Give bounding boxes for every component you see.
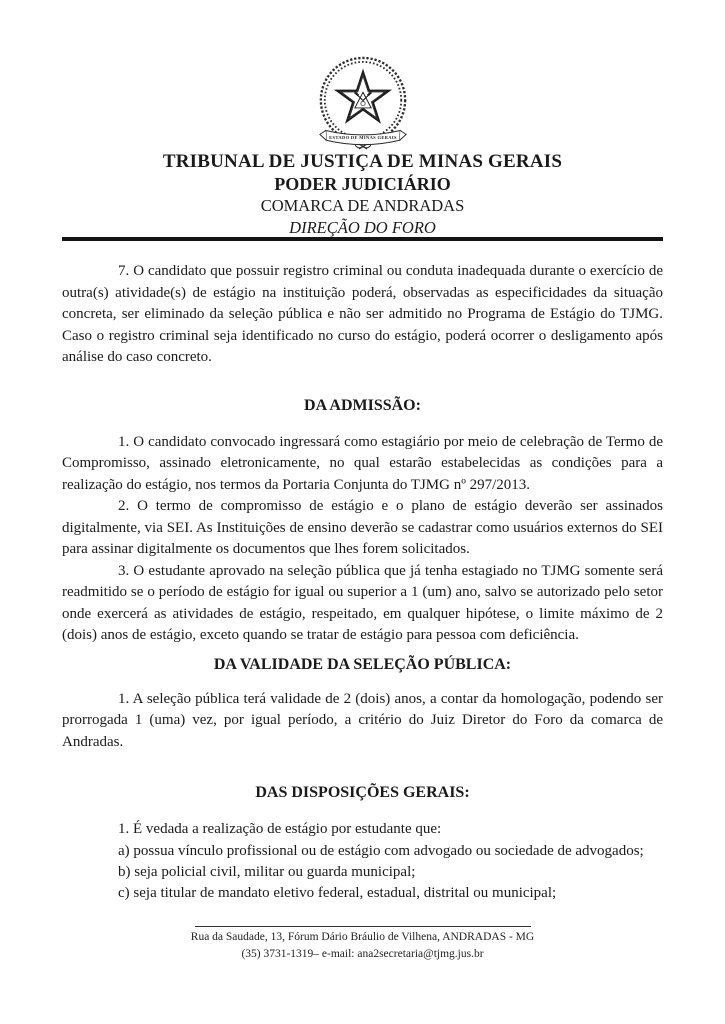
section-heading-validade: DA VALIDADE DA SELEÇÃO PÚBLICA: bbox=[213, 655, 512, 673]
header-divider bbox=[62, 237, 663, 241]
emblem-graphic bbox=[304, 56, 422, 154]
paragraph-validade-1: 1. A seleção pública terá validade de 2 (dois) anos, a contar da homologação, podendo ser prorrogada 1 (uma) vez, por igual período, a critério do Juiz Diretor do Foro da comarca de Andradas. bbox=[62, 690, 663, 750]
header-comarca: COMARCA DE ANDRADAS bbox=[260, 196, 465, 215]
list-item-a: a) possua vínculo profissional ou de estágio com advogado ou sociedade de advogados; bbox=[118, 842, 644, 859]
header-branch: PODER JUDICIÁRIO bbox=[274, 174, 451, 194]
footer-divider bbox=[195, 926, 531, 927]
minas-gerais-coat-of-arms-icon bbox=[304, 56, 422, 154]
emblem-ribbon-text: ESTADO DE MINAS GERAIS bbox=[328, 134, 397, 140]
paragraph-item-7: 7. O candidato que possuir registro criminal ou conduta inadequada durante o exercício de outra(s) atividade(s) de estágio na instituição poderá, observadas as especificidades da situação concreta, ser eliminado da seleção pública e não ser admitido no Programa de Estágio do TJMG. Caso o registro criminal seja identificado no curso do estágio, poderá ocorrer o desligamento após análise do caso concreto. bbox=[62, 263, 663, 365]
paragraph-admissao-2: 2. O termo de compromisso de estágio e o plano de estágio deverão ser assinados digitalmente, via SEI. As Instituições de ensino deverão se cadastrar como usuários externos do SEI para assinar digitalmente os documentos que lhes forem solicitados. bbox=[62, 498, 663, 557]
document-letterhead bbox=[0, 151, 725, 239]
section-heading-disposicoes: DAS DISPOSIÇÕES GERAIS: bbox=[255, 784, 470, 801]
footer-contact: (35) 3731-1319– e-mail: ana2secretaria@tjmg.jus.br bbox=[241, 948, 484, 960]
paragraph-admissao-3: 3. O estudante aprovado na seleção pública que já tenha estagiado no TJMG somente será readmitido se o período de estágio for igual ou superior a 1 (um) ano, salvo se autorizado pelo setor onde exercerá as atividades de estágio, respeitado, em qualquer hipótese, o limite máximo de 2 (dois) anos de estágio, exceto quando se tratar de estágio para pessoa com deficiência. bbox=[62, 562, 663, 643]
list-item-b: b) seja policial civil, militar ou guarda municipal; bbox=[118, 863, 416, 880]
document-footer bbox=[0, 926, 725, 963]
footer-address: Rua da Saudade, 13, Fórum Dário Bráulio de Vilhena, ANDRADAS - MG bbox=[190, 931, 535, 943]
list-item-c: c) seja titular de mandato eletivo federal, estadual, distrital ou municipal; bbox=[118, 884, 557, 901]
list-intro-vedacoes: 1. É vedada a realização de estágio por estudante que: bbox=[118, 821, 442, 837]
header-department: DIREÇÃO DO FORO bbox=[289, 218, 436, 237]
header-court-name: TRIBUNAL DE JUSTIÇA DE MINAS GERAIS bbox=[162, 151, 563, 172]
paragraph-admissao-1: 1. O candidato convocado ingressará como estagiário por meio de celebração de Termo de Compromisso, assinado eletronicamente, no qual estarão estabelecidas as condições para a realização do estágio, nos termos da Portaria Conjunta do TJMG nº 297/2013. bbox=[62, 433, 663, 493]
section-heading-admissao: DA ADMISSÃO: bbox=[304, 396, 421, 414]
document-body bbox=[62, 244, 663, 904]
